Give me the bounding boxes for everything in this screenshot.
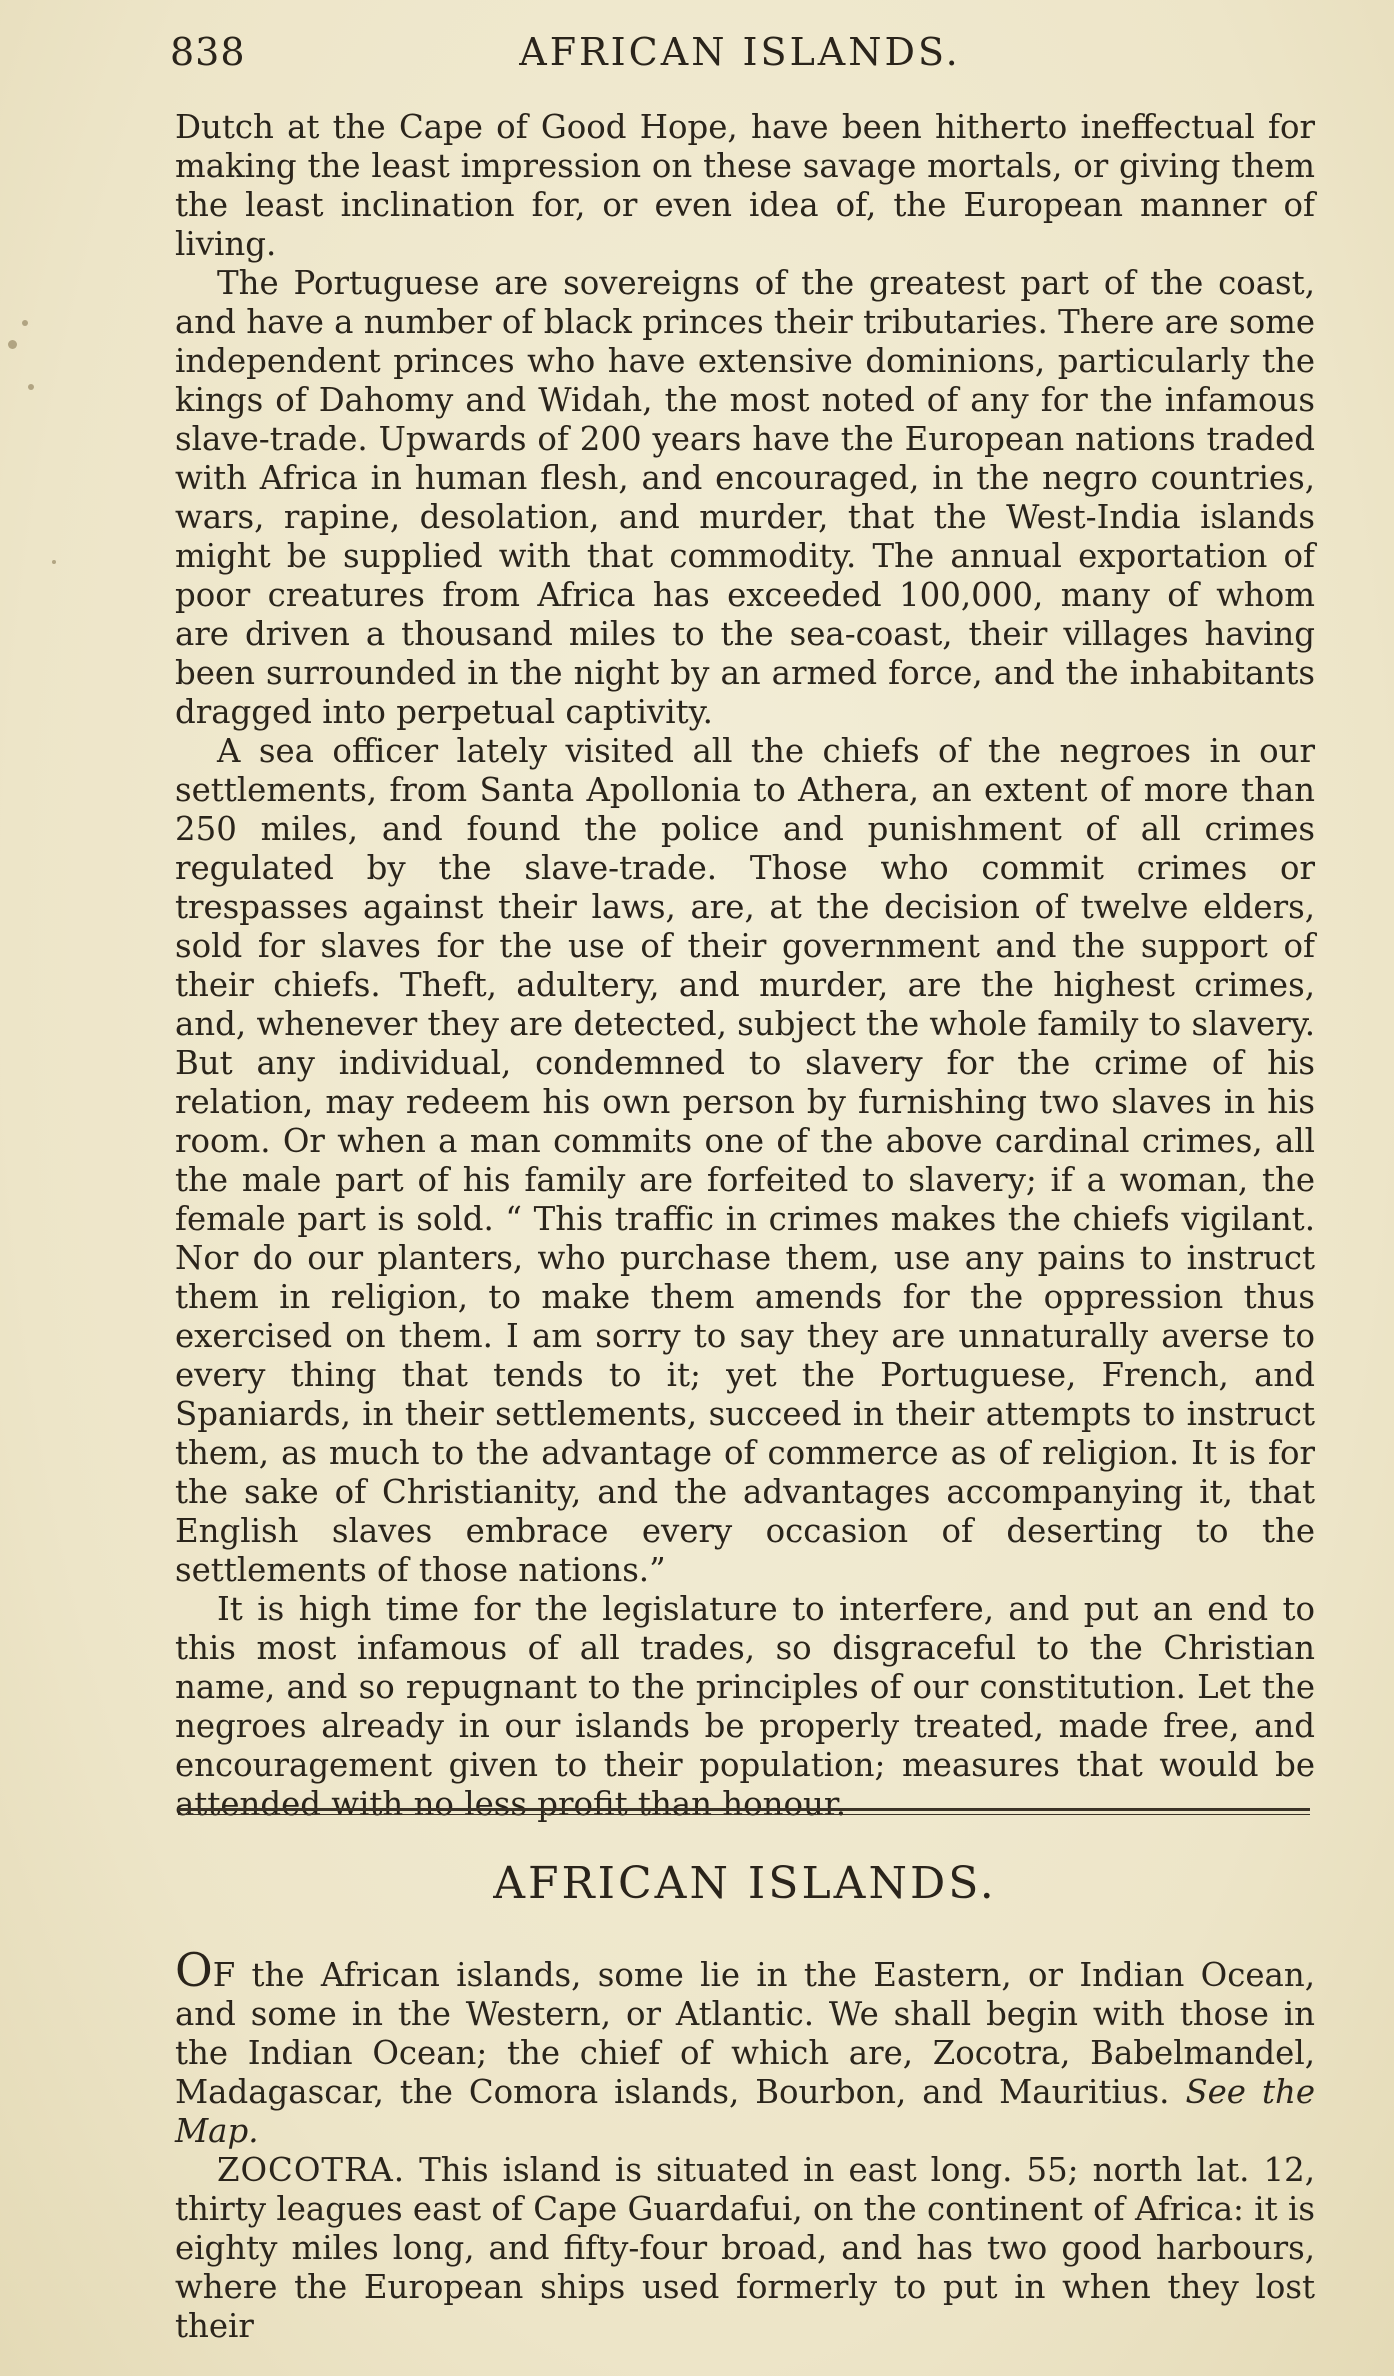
paragraph-1: Dutch at the Cape of Good Hope, have been hitherto ineffectual for making the least impression on these savage mortals, or giving them the least inclination for, or even idea of, the European manner of living. xyxy=(175,108,1315,263)
page-number: 838 xyxy=(170,30,246,74)
paragraph-3: A sea officer lately visited all the chiefs of the negroes in our settlements, from Santa Apollonia to Athera, an extent of more than 250 miles, and found the police and punishment of all crimes regulated by the slave-trade. Those who commit crimes or trespasses against their laws, are, at the decision of twelve elders, sold for slaves for the use of their government and the support of their chiefs. Theft, adultery, and murder, are the highest crimes, and, whenever they are detected, subject the whole family to slavery. But any individual, condemned to slavery for the crime of his relation, may redeem his own person by furnishing two slaves in his room. Or when a man commits one of the above cardinal crimes, all the male part of his family are forfeited to slavery; if a woman, the female part is sold. “ This traffic in crimes makes the chiefs vigilant. Nor do our planters, who purchase them, use any pains to instruct them in religion, to make them amends for the oppression thus exercised on them. I am sorry to say they are unnaturally averse to every thing that tends to it; yet the Portuguese, French, and Spaniards, in their settlements, succeed in their attempts to instruct them, as much to the advantage of commerce as of religion. It is for the sake of Christianity, and the advantages accompanying it, that English slaves embrace every occasion of deserting to the settlements of those nations.” xyxy=(175,732,1315,1589)
section-intro xyxy=(175,1943,1315,2151)
paper-speck xyxy=(52,560,56,564)
section-text xyxy=(175,1943,1316,2346)
paper-speck xyxy=(8,340,17,349)
paper-speck xyxy=(22,320,28,326)
running-head: AFRICAN ISLANDS. xyxy=(519,30,961,74)
zocotra-paragraph xyxy=(175,2151,1315,2346)
drop-cap: O xyxy=(175,1943,213,1997)
section-intro-text: F the African islands, some lie in the Eastern, or Indian Ocean, and some in the Western, or Atlantic. We shall begin with those in the Indian Ocean; the chief of which are, Zocotra, Babelmandel, Madagascar, the Comora islands, Bourbon, and Mauritius. xyxy=(175,1956,1315,2111)
paragraph-4: It is high time for the legislature to interfere, and put an end to this most infamous of all trades, so disgraceful to the Christian name, and so repugnant to the principles of our constitution. Let the negroes already in our islands be properly treated, made free, and encouragement given to their population; measures that would be attended with no less profit than honour. xyxy=(175,1590,1315,1823)
body-text xyxy=(175,108,1315,1824)
zocotra-heading: ZOCOTRA. xyxy=(217,2151,406,2189)
map-reference: See the Map. xyxy=(175,2073,1315,2150)
paper-speck xyxy=(28,384,34,390)
paragraph-2: The Portuguese are sovereigns of the greatest part of the coast, and have a number of black princes their tributaries. There are some independent princes who have extensive dominions, particularly the kings of Dahomy and Widah, the most noted of any for the infamous slave-trade. Upwards of 200 years have the European nations traded with Africa in human flesh, and encouraged, in the negro countries, wars, rapine, desolation, and murder, that the West-India islands might be supplied with that commodity. The annual exportation of poor creatures from Africa has exceeded 100,000, many of whom are driven a thousand miles to the sea-coast, their villages having been surrounded in the night by an armed force, and the inhabitants dragged into perpetual captivity. xyxy=(175,264,1315,731)
section-divider xyxy=(178,1808,1310,1815)
section-title: AFRICAN ISLANDS. xyxy=(493,1858,997,1909)
page-header xyxy=(170,30,1310,90)
zocotra-text: This island is situated in east long. 55; north lat. 12, thirty leagues east of Cape Guardafui, on the continent of Africa: it is eighty miles long, and fifty-four broad, and has two good harbours, where the European ships used formerly to put in when they lost their xyxy=(175,2151,1316,2345)
